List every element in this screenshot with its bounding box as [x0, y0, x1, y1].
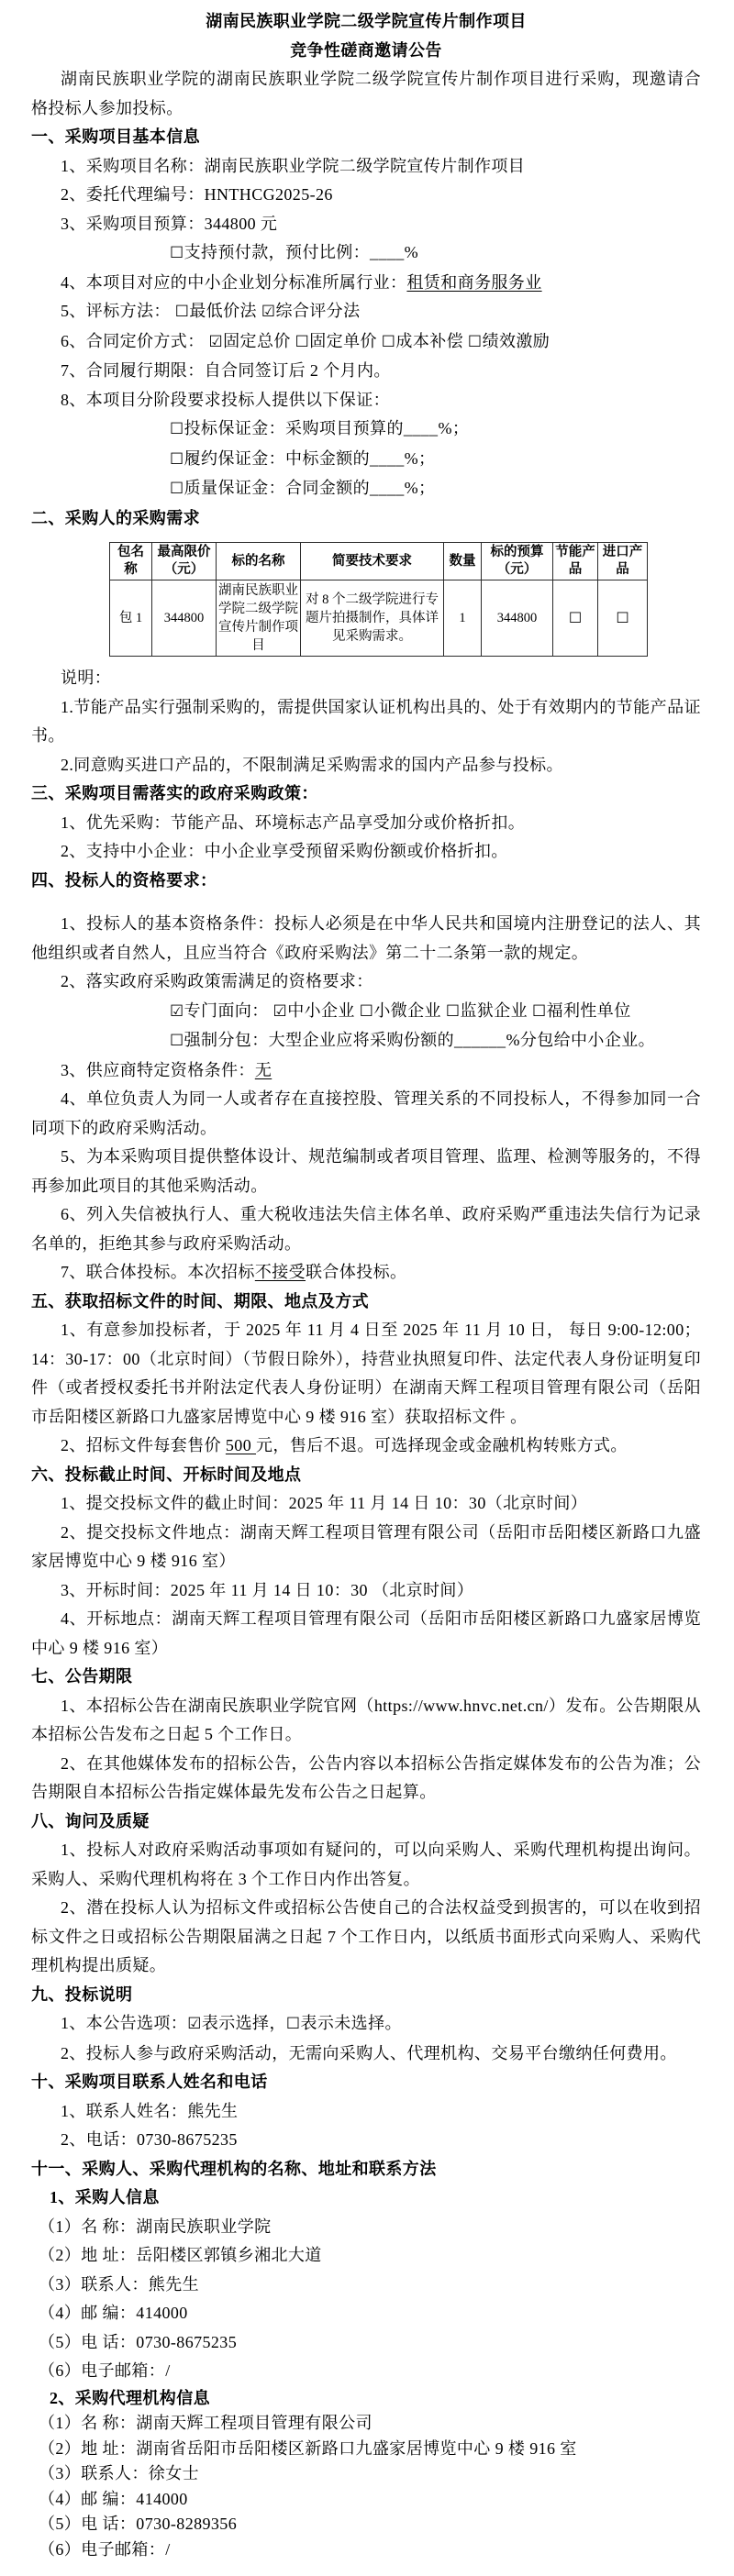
checkbox-unchecked-icon: ☐	[170, 420, 184, 438]
text-run: 综合评分法	[275, 302, 361, 320]
section-heading: 七、公告期限	[31, 1667, 133, 1686]
underlined-text: 无	[254, 1060, 272, 1079]
underlined-text: 不接受	[254, 1263, 306, 1281]
paragraph: 1、投标人对政府采购活动事项如有疑问的，可以向采购人、采购代理机构提出询问。采购人、采购代理机构将在 3 个工作日内作出答复。	[31, 1841, 701, 1888]
paragraph: 1、有意参加投标者，于 2025 年 11 月 4 日至 2025 年 11 月 10 日， 每日 9:00-12:00；14：30-17：00（北京时间）（节假日除外），持营业执照复印件、法定代表人身份证明复印件（或者授权委托书并附法定代表人身份证明）在湖南天辉工程项目管理有限公司（岳阳市岳阳楼区新路口九盛家居博览中心 9 楼 916 室）获取招标文件 。	[31, 1321, 701, 1426]
section-heading: 八、询问及质疑	[31, 1811, 150, 1830]
section-heading: 四、投标人的资格要求：	[31, 870, 217, 890]
checkbox-checked-icon: ☑	[187, 2015, 202, 2033]
checkbox-line	[31, 474, 701, 504]
paragraph: 1.节能产品实行强制采购的，需提供国家认证机构出具的、处于有效期内的节能产品证书。	[31, 697, 701, 745]
paragraph: 1、本招标公告在湖南民族职业学院官网（https://www.hnvc.net.cn/）发布。公告期限从本招标公告发布之日起 5 个工作日。	[31, 1696, 701, 1743]
contact-line: （1）名 称：湖南天辉工程项目管理有限公司	[39, 2414, 373, 2432]
table-cell: 对 8 个二级学院进行专题片拍摄制作，具体详见采购需求。	[301, 580, 444, 657]
contact-line: （2）地 址：湖南省岳阳市岳阳楼区新路口九盛家居博览中心 9 楼 916 室	[39, 2438, 577, 2458]
list-item	[31, 269, 701, 298]
text-run: 履约保证金：中标金额的____%；	[184, 448, 436, 468]
list-item: 2、投标人参与政府采购活动，无需向采购人、代理机构、交易平台缴纳任何费用。	[61, 2043, 677, 2062]
checkbox-checked-icon: ☑	[208, 332, 224, 351]
checkbox-unchecked-icon: ☐	[285, 2015, 301, 2033]
text-run: 福利性单位	[546, 1001, 631, 1020]
section-heading: 六、投标截止时间、开标时间及地点	[31, 1465, 302, 1484]
section-heading: 一、采购项目基本信息	[31, 127, 200, 146]
checkbox-unchecked-icon: ☐	[359, 1001, 374, 1021]
text-run: 2、招标文件每套售价	[61, 1436, 226, 1454]
paragraph: 5、为本采购项目提供整体设计、规范编制或者项目管理、监理、检测等服务的，不得再参加此项目的其他采购活动。	[31, 1147, 701, 1195]
paragraph: 说明：	[61, 669, 112, 687]
list-item	[31, 1432, 701, 1461]
contact-line: （5）电 话：0730-8289356	[39, 2515, 238, 2533]
checkbox-unchecked-icon: ☐	[381, 332, 396, 351]
table-cell: 344800	[152, 580, 217, 657]
paragraph: 1、投标人的基本资格条件：投标人必须是在中华人民共和国境内注册登记的法人、其他组织或者自然人，且应当符合《政府采购法》第二十二条第一款的规定。	[31, 914, 701, 962]
list-item: 2、电话：0730-8675235	[61, 2130, 238, 2149]
procurement-requirements-table	[109, 542, 648, 657]
text-run: 绩效激励	[482, 331, 550, 350]
table-row	[110, 580, 648, 657]
doc-title-line: 竞争性磋商邀请公告	[290, 40, 442, 60]
table-header-cell: 进口产品	[598, 543, 648, 580]
text-run: 3、供应商特定资格条件：	[61, 1060, 255, 1079]
table-header-cell: 包名称	[110, 543, 152, 580]
table-header-row	[110, 543, 648, 580]
text-run: 固定单价	[309, 331, 382, 350]
list-item: 3、采购项目预算：344800 元	[61, 214, 278, 233]
checkbox-unchecked-icon: ☐	[174, 303, 190, 321]
table-header-cell: 最高限价（元）	[152, 543, 217, 580]
text-run: 成本补偿	[395, 331, 468, 350]
paragraph: 2、提交投标文件地点：湖南天辉工程项目管理有限公司（岳阳市岳阳楼区新路口九盛家居博览中心 9 楼 916 室）	[31, 1522, 701, 1570]
list-item: 7、合同履行期限：自合同签订后 2 个月内。	[61, 361, 391, 380]
sub-section-heading: 1、采购人信息	[50, 2188, 160, 2206]
paragraph: 4、单位负责人为同一人或者存在直接控股、管理关系的不同投标人，不得参加同一合同项下的政府采购活动。	[31, 1089, 701, 1137]
checkbox-unchecked-icon: ☐	[598, 580, 648, 657]
checkbox-unchecked-icon: ☐	[467, 332, 483, 351]
text-run: 中小企业	[287, 1001, 360, 1020]
sub-section-heading: 2、采购代理机构信息	[50, 2388, 210, 2407]
doc-title-line: 湖南民族职业学院二级学院宣传片制作项目	[206, 12, 527, 30]
text-run: 小微企业	[373, 1001, 446, 1020]
checkbox-unchecked-icon: ☐	[445, 1001, 461, 1021]
list-item	[31, 297, 701, 327]
text-run: 表示选择，	[201, 2014, 286, 2032]
text-run: 表示未选择。	[300, 2014, 402, 2032]
list-item: 1、联系人姓名：熊先生	[61, 2101, 239, 2120]
paragraph: 4、开标地点：湖南天辉工程项目管理有限公司（岳阳市岳阳楼区新路口九盛家居博览中心 9 楼 916 室）	[31, 1609, 701, 1657]
text-run: 联合体投标。	[306, 1263, 407, 1281]
list-item	[31, 327, 701, 358]
list-item	[31, 1056, 701, 1086]
contact-line: （1）名 称：湖南民族职业学院	[39, 2217, 272, 2236]
list-item	[31, 1258, 701, 1288]
contact-line: （6）电子邮箱：/	[39, 2539, 171, 2559]
section-heading: 三、采购项目需落实的政府采购政策：	[31, 784, 318, 802]
text-run: 4、本项目对应的中小企业划分标准所属行业：	[61, 272, 407, 292]
table-cell: 344800	[482, 580, 553, 657]
checkbox-unchecked-icon: ☐	[170, 480, 184, 498]
checkbox-unchecked-icon: ☐	[531, 1001, 547, 1021]
section-heading: 五、获取招标文件的时间、期限、地点及方式	[31, 1291, 369, 1310]
section-heading: 二、采购人的采购需求	[31, 508, 200, 527]
contact-line: （5）电 话：0730-8675235	[39, 2332, 238, 2351]
text-run: 1、本公告选项：	[61, 2014, 188, 2032]
checkbox-line	[31, 1026, 701, 1056]
list-item	[31, 2009, 701, 2040]
underlined-text: 500	[225, 1436, 257, 1454]
table-cell: 湖南民族职业学院二级学院宣传片制作项目	[217, 580, 301, 657]
section-heading: 十、采购项目联系人姓名和电话	[31, 2073, 268, 2091]
text-run: 6、合同定价方式：	[61, 331, 209, 350]
checkbox-unchecked-icon: ☐	[170, 1032, 184, 1050]
text-run: 最低价法	[189, 302, 261, 320]
paragraph: 2、在其他媒体发布的招标公告，公告内容以本招标公告指定媒体发布的公告为准；公告期限自本招标公告指定媒体最先发布公告之日起算。	[31, 1753, 701, 1801]
section-heading: 十一、采购人、采购代理机构的名称、地址和联系方法	[31, 2159, 437, 2178]
checkbox-checked-icon: ☑	[261, 303, 276, 321]
contact-line: （4）邮 编：414000	[39, 2304, 188, 2322]
contact-line: （3）联系人：熊先生	[39, 2274, 199, 2294]
list-item: 8、本项目分阶段要求投标人提供以下保证：	[61, 390, 390, 409]
text-run: 投标保证金：采购项目预算的____%；	[184, 419, 470, 437]
contact-line: （2）地 址：岳阳楼区郭镇乡湘北大道	[39, 2246, 322, 2264]
text-run: 固定总价	[223, 331, 295, 350]
table-header-cell: 数量	[444, 543, 482, 580]
section-heading: 九、投标说明	[31, 1985, 133, 2004]
list-item: 2、支持中小企业：中小企业享受预留采购份额或价格折扣。	[61, 842, 508, 860]
paragraph: 湖南民族职业学院的湖南民族职业学院二级学院宣传片制作项目进行采购，现邀请合格投标人参加投标。	[31, 70, 701, 117]
list-item: 2、落实政府采购政策需满足的资格要求：	[61, 972, 373, 990]
checkbox-unchecked-icon: ☐	[170, 244, 184, 262]
paragraph: 6、列入失信被执行人、重大税收违法失信主体名单、政府采购严重违法失信行为记录名单的，拒绝其参与政府采购活动。	[31, 1205, 701, 1253]
list-item: 1、采购项目名称：湖南民族职业学院二级学院宣传片制作项目	[61, 156, 526, 175]
table-cell: 包 1	[110, 580, 152, 657]
checkbox-line	[31, 445, 701, 475]
text-run: 质量保证金：合同金额的____%；	[184, 479, 436, 497]
list-item: 1、提交投标文件的截止时间：2025 年 11 月 14 日 10：30（北京时间）	[61, 1494, 588, 1512]
text-run: 5、评标方法：	[61, 302, 175, 320]
contact-line: （4）邮 编：414000	[39, 2489, 188, 2508]
checkbox-line	[31, 415, 701, 445]
paragraph: 2、潜在投标人认为招标文件或招标公告使自己的合法权益受到损害的，可以在收到招标文件之日或招标公告期限届满之日起 7 个工作日内，以纸质书面形式向采购人、采购代理机构提出质疑。	[31, 1898, 701, 1974]
list-item: 1、优先采购：节能产品、环境标志产品享受加分或价格折扣。	[61, 813, 526, 832]
checkbox-unchecked-icon: ☐	[295, 332, 310, 351]
table-cell: 1	[444, 580, 482, 657]
contact-line: （3）联系人：徐女士	[39, 2464, 199, 2482]
checkbox-line	[31, 238, 701, 269]
paragraph: 2.同意购买进口产品的，不限制满足采购需求的国内产品参与投标。	[61, 755, 563, 774]
list-item: 2、委托代理编号：HNTHCG2025-26	[61, 185, 333, 204]
text-run: 支持预付款，预付比例：____%	[184, 243, 419, 261]
checkbox-unchecked-icon: ☐	[170, 449, 184, 469]
text-run: 元，售后不退。可选择现金或金融机构转账方式。	[256, 1436, 628, 1454]
checkbox-checked-icon: ☑	[272, 1001, 288, 1021]
table-header-cell: 标的名称	[217, 543, 301, 580]
underlined-text: 租赁和商务服务业	[406, 272, 542, 292]
table-header-cell: 节能产品	[553, 543, 598, 580]
contact-line: （6）电子邮箱：/	[39, 2361, 171, 2380]
text-run: 专门面向：	[184, 1001, 273, 1020]
checkbox-unchecked-icon: ☐	[553, 580, 598, 657]
list-item: 3、开标时间：2025 年 11 月 14 日 10：30 （北京时间）	[61, 1580, 474, 1599]
text-run: 强制分包：大型企业应将采购份额的______%分包给中小企业。	[184, 1031, 656, 1049]
text-run: 监狱企业	[460, 1001, 532, 1020]
checkbox-line	[31, 997, 701, 1027]
table-header-cell: 简要技术要求	[301, 543, 444, 580]
table-header-cell: 标的预算（元）	[482, 543, 553, 580]
text-run: 7、联合体投标。本次招标	[61, 1263, 255, 1281]
checkbox-checked-icon: ☑	[170, 1001, 184, 1021]
